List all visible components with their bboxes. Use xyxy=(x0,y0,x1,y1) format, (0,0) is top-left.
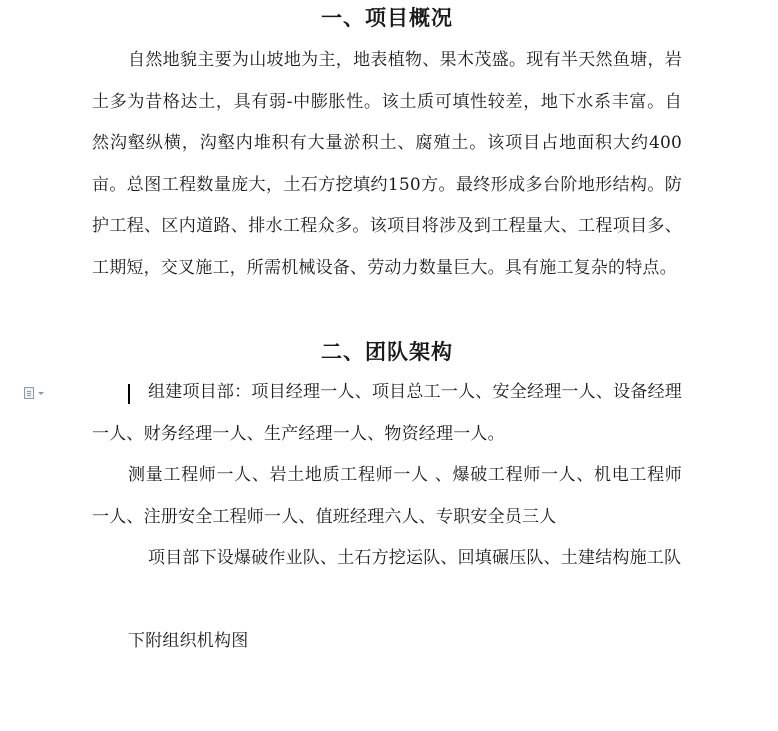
section-heading-project-overview: 一、项目概况 xyxy=(321,5,453,30)
team-paragraph-org-chart-note[interactable]: 下附组织机构图 xyxy=(128,631,249,651)
paragraph-options-icon[interactable] xyxy=(24,385,48,401)
section-heading-team-structure: 二、团队架构 xyxy=(321,339,453,364)
team-paragraph-work-teams[interactable]: 项目部下设爆破作业队、土石方挖运队、回填碾压队、土建结构施工队 xyxy=(148,548,682,568)
project-overview-paragraph[interactable]: 自然地貌主要为山坡地为主，地表植物、果木茂盛。现有半天然鱼塘，岩土多为昔格达土，具有弱-中膨胀性。该土质可填性较差，地下水系丰富。自然沟壑纵横，沟壑内堆积有大量淤积土、腐殖土。该项目占地面积大约400亩。总图工程数量庞大，土石方挖填约150方。最终形成多台阶地形结构。防护工程、区内道路、排水工程众多。该项目将涉及到工程量大、工程项目多、工期短，交叉施工，所需机械设备、劳动力数量巨大。具有施工复杂的特点。 xyxy=(92,50,682,278)
team-paragraph-engineers[interactable]: 测量工程师一人、岩土地质工程师一人 、爆破工程师一人、机电工程师一人、注册安全工程师一人、值班经理六人、专职安全员三人 xyxy=(92,465,682,527)
chevron-down-icon xyxy=(38,392,44,395)
document-icon xyxy=(24,387,34,399)
team-paragraph-project-department[interactable]: 组建项目部：项目经理一人、项目总工一人、安全经理一人、设备经理一人、财务经理一人、生产经理一人、物资经理一人。 xyxy=(92,382,682,444)
